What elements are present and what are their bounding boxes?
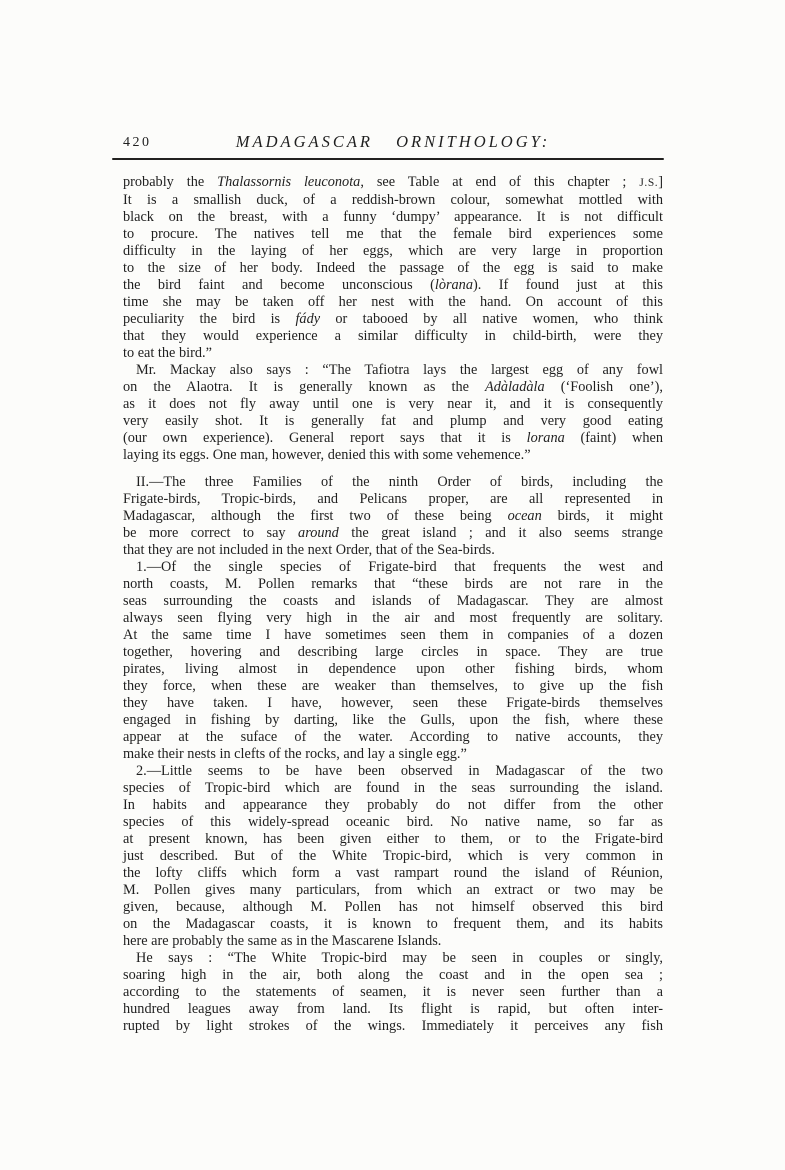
text-segment: to procure. The natives tell me that the female bird experiences some — [123, 226, 663, 242]
text-segment: appear at the suface of the water. According to native accounts, they — [123, 729, 663, 745]
text-line — [123, 294, 663, 311]
text-segment: the bird faint and become unconscious ( — [123, 277, 435, 293]
text-segment: that they would experience a similar difficulty in child-birth, were they — [123, 328, 663, 344]
text-line — [123, 950, 663, 967]
text-segment: Madagascar, although the first two of these being — [123, 508, 508, 524]
page-number: 420 — [123, 135, 152, 150]
text-line — [123, 447, 663, 464]
text-block — [123, 174, 663, 1035]
text-line — [123, 967, 663, 984]
text-segment: rupted by light strokes of the wings. Immediately it perceives any fish — [123, 1018, 663, 1034]
text-segment: just described. But of the White Tropic-bird, which is very common in — [123, 848, 663, 864]
italic-text: Thalassornis leuconota — [217, 174, 361, 190]
paragraph — [123, 174, 663, 362]
text-line — [123, 491, 663, 508]
text-segment: difficulty in the laying of her eggs, which are very large in proportion — [123, 243, 663, 259]
text-segment: species of this widely-spread oceanic bird. No native name, so far as — [123, 814, 663, 830]
text-segment: that they are not included in the next Order, that of the Sea-birds. — [123, 542, 495, 558]
text-segment: according to the statements of seamen, it is never seen further than a — [123, 984, 663, 1000]
text-segment: engaged in fishing by darting, like the Gulls, upon the fish, where these — [123, 712, 663, 728]
italic-text: around — [298, 525, 339, 541]
text-line — [123, 593, 663, 610]
text-segment: as it does not fly away until one is very near it, and it is consequently — [123, 396, 663, 412]
text-line — [123, 430, 663, 447]
paragraph — [123, 362, 663, 464]
text-segment: on the Madagascar coasts, it is known to frequent them, and its habits — [123, 916, 663, 932]
header-title: MADAGASCAR ORNITHOLOGY: — [235, 132, 551, 151]
text-line — [123, 882, 663, 899]
text-line — [123, 362, 663, 379]
text-line — [123, 192, 663, 209]
text-segment: soaring high in the air, both along the coast and in the open sea ; — [123, 967, 663, 983]
text-line — [123, 311, 663, 328]
text-line — [123, 644, 663, 661]
text-line — [123, 243, 663, 260]
text-line — [123, 1001, 663, 1018]
text-line — [123, 763, 663, 780]
text-line — [123, 542, 663, 559]
text-segment: time she may be taken off her nest with the hand. On account of this — [123, 294, 663, 310]
text-segment: 2.—Little seems to be have been observed in Madagascar of the two — [136, 763, 663, 779]
text-line — [123, 508, 663, 525]
text-line — [123, 780, 663, 797]
text-segment: hundred leagues away from land. Its flight is rapid, but often inter- — [123, 1001, 663, 1017]
text-line — [123, 797, 663, 814]
text-segment: together, hovering and describing large circles in space. They are true — [123, 644, 663, 660]
text-segment: they force, when these are weaker than themselves, to give up the fish — [123, 678, 663, 694]
text-segment: At the same time I have sometimes seen them in companies of a dozen — [123, 627, 663, 643]
text-segment: probably the — [123, 174, 218, 190]
text-segment: laying its eggs. One man, however, denied this with some vehemence.” — [123, 447, 531, 463]
text-line — [123, 174, 663, 192]
text-segment: to the size of her body. Indeed the passage of the egg is said to make — [123, 260, 663, 276]
text-segment: the lofty cliffs which form a vast rampart round the island of Réunion, — [123, 865, 663, 881]
text-segment: here are probably the same as in the Mascarene Islands. — [123, 933, 442, 949]
text-segment: north coasts, M. Pollen remarks that “these birds are not rare in the — [123, 576, 663, 592]
text-segment: birds, it might — [541, 508, 663, 524]
text-line — [123, 831, 663, 848]
text-segment: ] — [658, 174, 664, 190]
text-segment: very easily shot. It is generally fat and plump and very good eating — [123, 413, 663, 429]
text-line — [123, 559, 663, 576]
text-line — [123, 848, 663, 865]
italic-text: Adàladàla — [485, 379, 545, 395]
text-segment: Mr. Mackay also says : “The Tafiotra lays the largest egg of any fowl — [136, 362, 663, 378]
text-line — [123, 328, 663, 345]
italic-text: ocean — [507, 508, 542, 524]
italic-text: lòrana — [434, 277, 473, 293]
text-segment: ). If found just at this — [472, 277, 663, 293]
text-segment: seas surrounding the coasts and islands of Madagascar. They are almost — [123, 593, 663, 609]
text-segment: the great island ; and it also seems strange — [338, 525, 663, 541]
text-segment: In habits and appearance they probably do not differ from the other — [123, 797, 663, 813]
text-line — [123, 627, 663, 644]
text-line — [123, 277, 663, 294]
page-header — [123, 132, 663, 154]
text-line — [123, 933, 663, 950]
text-segment: always seen flying very high in the air and most frequently are solitary. — [123, 610, 663, 626]
text-line — [123, 746, 663, 763]
text-line — [123, 984, 663, 1001]
text-segment: to eat the bird.” — [123, 345, 212, 361]
text-segment: (‘Foolish one’), — [544, 379, 663, 395]
header-rule — [112, 158, 664, 160]
text-segment: black on the breast, with a funny ‘dumpy’ appearance. It is not difficult — [123, 209, 663, 225]
text-line — [123, 413, 663, 430]
text-line — [123, 865, 663, 882]
text-segment: Frigate-birds, Tropic-birds, and Pelicans proper, are all represented in — [123, 491, 663, 507]
text-line — [123, 678, 663, 695]
text-line — [123, 1018, 663, 1035]
text-line — [123, 610, 663, 627]
text-line — [123, 899, 663, 916]
text-segment: (our own experience). General report says that it is — [123, 430, 527, 446]
paragraph — [123, 474, 663, 559]
text-line — [123, 345, 663, 362]
text-segment: He says : “The White Tropic-bird may be seen in couples or singly, — [136, 950, 663, 966]
text-segment: M. Pollen gives many particulars, from which an extract or two may be — [123, 882, 663, 898]
text-line — [123, 729, 663, 746]
paragraph — [123, 763, 663, 950]
text-line — [123, 379, 663, 396]
text-segment: pirates, living almost in dependence upon other fishing birds, whom — [123, 661, 663, 677]
text-line — [123, 226, 663, 243]
text-segment: peculiarity the bird is — [123, 311, 296, 327]
text-line — [123, 712, 663, 729]
text-segment: they have taken. I have, however, seen these Frigate-birds themselves — [123, 695, 663, 711]
paragraph — [123, 950, 663, 1035]
text-line — [123, 814, 663, 831]
text-line — [123, 525, 663, 542]
italic-text: fády — [295, 311, 321, 327]
text-segment: species of Tropic-bird which are found in the seas surrounding the island. — [123, 780, 663, 796]
text-line — [123, 576, 663, 593]
text-line — [123, 209, 663, 226]
text-line — [123, 474, 663, 491]
text-segment: at present known, has been given either to them, or to the Frigate-bird — [123, 831, 663, 847]
text-segment: 1.—Of the single species of Frigate-bird that frequents the west and — [136, 559, 663, 575]
text-segment: or tabooed by all native women, who think — [320, 311, 663, 327]
text-segment: be more correct to say — [123, 525, 299, 541]
text-line — [123, 396, 663, 413]
text-segment: make their nests in clefts of the rocks, and lay a single egg.” — [123, 746, 467, 762]
text-segment: on the Alaotra. It is generally known as the — [123, 379, 486, 395]
paragraph — [123, 559, 663, 763]
text-line — [123, 661, 663, 678]
smallcaps-text: J.S. — [639, 177, 659, 189]
text-segment: It is a smallish duck, of a reddish-brown colour, somewhat mottled with — [123, 192, 663, 208]
text-line — [123, 916, 663, 933]
italic-text: lorana — [526, 430, 565, 446]
text-segment: II.—The three Families of the ninth Order of birds, including the — [136, 474, 663, 490]
text-segment: (faint) when — [564, 430, 663, 446]
text-segment: given, because, although M. Pollen has not himself observed this bird — [123, 899, 663, 915]
text-line — [123, 260, 663, 277]
text-line — [123, 695, 663, 712]
text-segment: , see Table at end of this chapter ; — [360, 174, 640, 190]
